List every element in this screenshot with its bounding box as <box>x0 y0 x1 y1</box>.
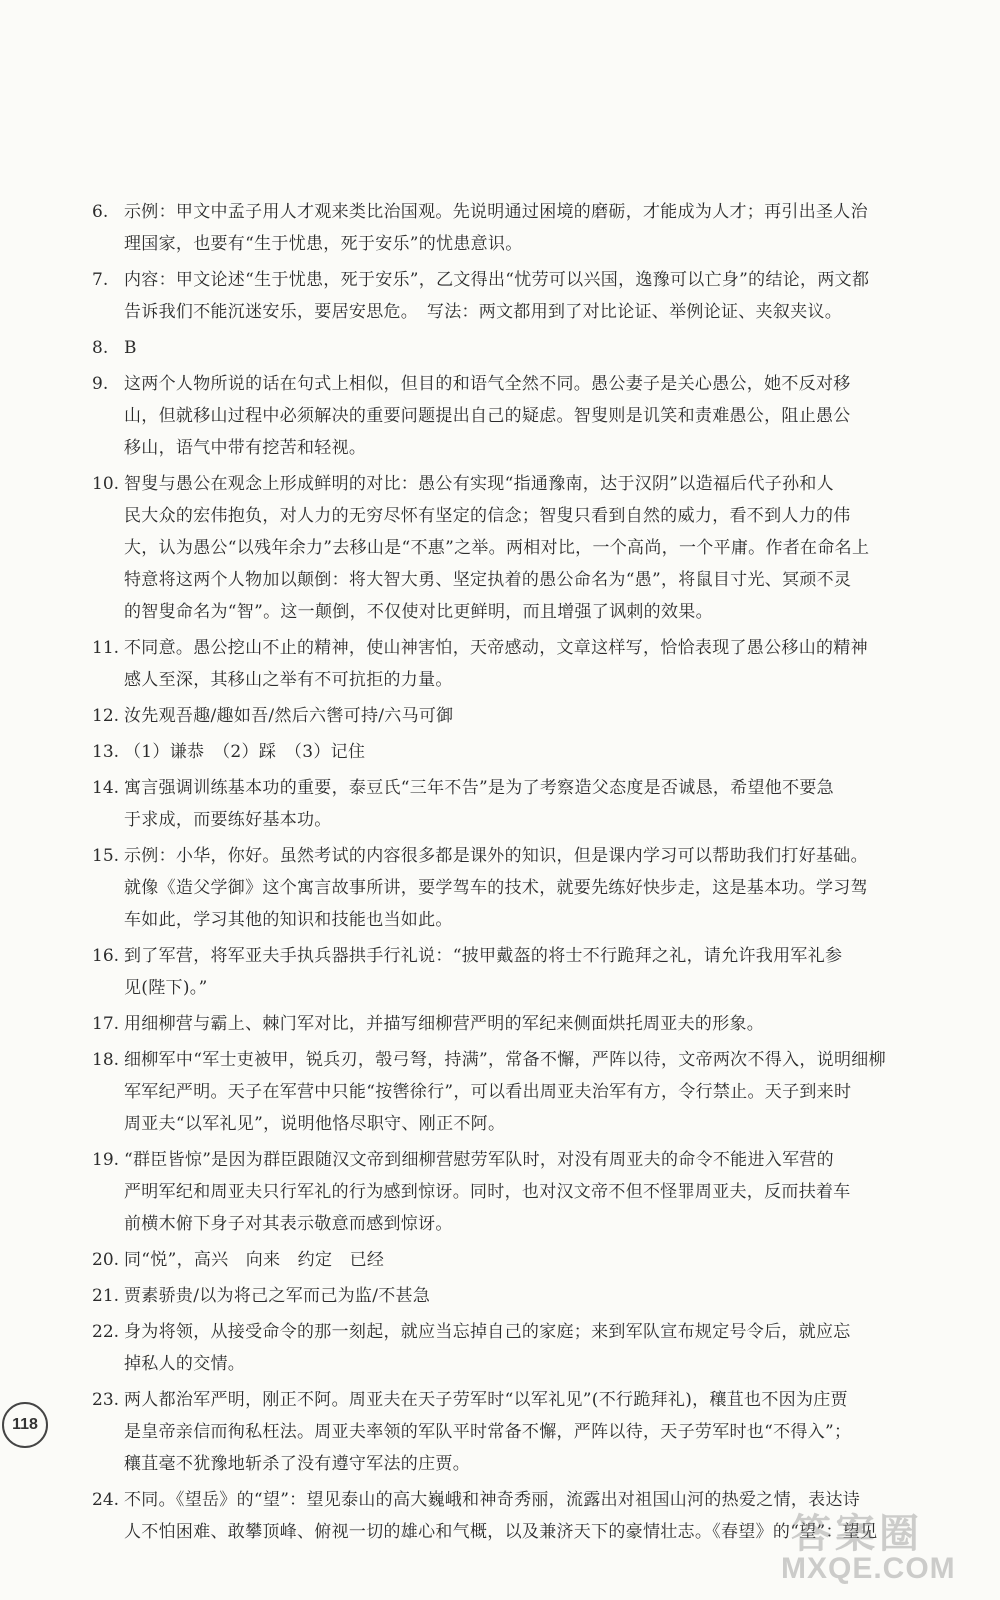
answer-text-line: 身为将领，从接受命令的那一刻起，就应当忘掉自己的家庭；来到军队宣布规定号令后，就应忘 <box>124 1322 851 1342</box>
answer-number: 22. <box>92 1322 120 1342</box>
answer-text-line: 见(陛下)。” <box>124 978 208 998</box>
answer-text-line: 贾素骄贵/以为将己之军而己为监/不甚急 <box>124 1286 431 1306</box>
answer-text-line: 大，认为愚公“以残年余力”去移山是“不惠”之举。两相对比，一个高尚，一个平庸。作者在命名上 <box>124 538 870 558</box>
answer-item <box>92 468 992 628</box>
answer-number: 21. <box>92 1286 120 1306</box>
answer-text-line: 同“悦”，高兴 向来 约定 已经 <box>124 1250 385 1270</box>
answer-text-line: 理国家，也要有“生于忧患，死于安乐”的忧患意识。 <box>124 234 523 254</box>
answer-number: 9. <box>92 374 109 394</box>
answer-text-line: 告诉我们不能沉迷安乐，要居安思危。 写法：两文都用到了对比论证、举例论证、夹叙夹议。 <box>124 302 843 322</box>
answer-item <box>92 772 992 836</box>
answer-text-line: 汝先观吾趣/趣如吾/然后六辔可持/六马可御 <box>124 706 454 726</box>
answer-item <box>92 940 992 1004</box>
answer-text-line: 细柳军中“军士吏被甲，锐兵刃，彀弓弩，持满”，常备不懈，严阵以待，文帝两次不得入，说明细柳 <box>124 1050 886 1070</box>
answer-number: 7. <box>92 270 109 290</box>
answer-text-line: 山，但就移山过程中必须解决的重要问题提出自己的疑虑。智叟则是讥笑和责难愚公，阻止愚公 <box>124 406 851 426</box>
answer-item <box>92 1316 992 1380</box>
answer-item <box>92 736 992 768</box>
answer-text-line: 不同。《望岳》的“望”：望见泰山的高大巍峨和神奇秀丽，流露出对祖国山河的热爱之情，表达诗 <box>124 1490 861 1510</box>
answer-text-line: 智叟与愚公在观念上形成鲜明的对比：愚公有实现“指通豫南，达于汉阴”以造福后代子孙和人 <box>124 474 834 494</box>
answer-text-line: 特意将这两个人物加以颠倒：将大智大勇、坚定执着的愚公命名为“愚”，将鼠目寸光、冥顽不灵 <box>124 570 852 590</box>
answer-text-line: 不同意。愚公挖山不止的精神，使山神害怕，天帝感动，文章这样写，恰恰表现了愚公移山的精神 <box>124 638 868 658</box>
answer-text-line: 于求成，而要练好基本功。 <box>124 810 332 830</box>
answer-text-line: 是皇帝亲信而徇私枉法。周亚夫率领的军队平时常备不懈，严阵以待，天子劳军时也“不得入”； <box>124 1422 852 1442</box>
answer-list <box>92 196 992 1552</box>
answer-text-line: 示例：甲文中孟子用人才观来类比治国观。先说明通过困境的磨砺，才能成为人才；再引出圣人治 <box>124 202 868 222</box>
answer-text-line: 掉私人的交情。 <box>124 1354 246 1374</box>
answer-text-line: 民大众的宏伟抱负，对人力的无穷尽怀有坚定的信念；智叟只看到自然的威力，看不到人力的伟 <box>124 506 851 526</box>
answer-item <box>92 1044 992 1140</box>
page-number: 118 <box>2 1402 48 1448</box>
answer-text-line: 这两个人物所说的话在句式上相似，但目的和语气全然不同。愚公妻子是关心愚公，她不反对移 <box>124 374 851 394</box>
answer-item <box>92 632 992 696</box>
answer-text-line: 移山，语气中带有挖苦和轻视。 <box>124 438 367 458</box>
answer-number: 10. <box>92 474 120 494</box>
answer-text-line: 人不怕困难、敢攀顶峰、俯视一切的雄心和气概，以及兼济天下的豪情壮志。《春望》的“望”：望见 <box>124 1522 878 1542</box>
watermark-logo <box>771 1500 986 1590</box>
answer-text-line: 车如此，学习其他的知识和技能也当如此。 <box>124 910 453 930</box>
answer-text-line: 寓言强调训练基本功的重要，泰豆氏“三年不告”是为了考察造父态度是否诚恳，希望他不要急 <box>124 778 834 798</box>
answer-number: 6. <box>92 202 109 222</box>
answer-number: 12. <box>92 706 120 726</box>
answer-item <box>92 1144 992 1240</box>
answer-number: 24. <box>92 1490 120 1510</box>
answer-text-line: 示例：小华，你好。虽然考试的内容很多都是课外的知识，但是课内学习可以帮助我们打好基础。 <box>124 846 868 866</box>
answer-number: 17. <box>92 1014 120 1034</box>
answer-number: 14. <box>92 778 120 798</box>
watermark-site: MXQE.COM <box>781 1552 956 1585</box>
answer-text-line: 的智叟命名为“智”。这一颠倒，不仅使对比更鲜明，而且增强了讽刺的效果。 <box>124 602 713 622</box>
answer-number: 16. <box>92 946 120 966</box>
answer-item <box>92 196 992 260</box>
answer-text-line: 穰苴毫不犹豫地斩杀了没有遵守军法的庄贾。 <box>124 1454 470 1474</box>
answer-item <box>92 1280 992 1312</box>
answer-item <box>92 700 992 732</box>
answer-item <box>92 1244 992 1276</box>
answer-text-line: 前横木俯下身子对其表示敬意而感到惊讶。 <box>124 1214 453 1234</box>
answer-text-line: 到了军营，将军亚夫手执兵器拱手行礼说：“披甲戴盔的将士不行跪拜之礼，请允许我用军礼参 <box>124 946 843 966</box>
answer-item <box>92 1384 992 1480</box>
answer-text-line: 就像《造父学御》这个寓言故事所讲，要学驾车的技术，就要先练好快步走，这是基本功。学习驾 <box>124 878 868 898</box>
answer-text-line: “群臣皆惊”是因为群臣跟随汉文帝到细柳营慰劳军队时，对没有周亚夫的命令不能进入军营的 <box>124 1150 834 1170</box>
answer-item <box>92 840 992 936</box>
answer-text-line: 严明军纪和周亚夫只行军礼的行为感到惊讶。同时，也对汉文帝不但不怪罪周亚夫，反而扶着车 <box>124 1182 851 1202</box>
answer-item <box>92 332 992 364</box>
answer-text-line: 内容：甲文论述“生于忧患，死于安乐”，乙文得出“忧劳可以兴国，逸豫可以亡身”的结论，两文都 <box>124 270 870 290</box>
answer-number: 18. <box>92 1050 120 1070</box>
answer-number: 23. <box>92 1390 120 1410</box>
answer-number: 13. <box>92 742 120 762</box>
answer-number: 15. <box>92 846 120 866</box>
answer-text-line: （1）谦恭 （2）踩 （3）记住 <box>124 742 366 762</box>
answer-item <box>92 1008 992 1040</box>
answer-item <box>92 368 992 464</box>
answer-number: 11. <box>92 638 120 658</box>
watermark-text: 答案圈 <box>791 1511 923 1557</box>
answer-text-line: 感人至深，其移山之举有不可抗拒的力量。 <box>124 670 453 690</box>
answer-number: 8. <box>92 338 109 358</box>
answer-number: 19. <box>92 1150 120 1170</box>
answer-text-line: B <box>124 338 137 358</box>
answer-text-line: 用细柳营与霸上、棘门军对比，并描写细柳营严明的军纪来侧面烘托周亚夫的形象。 <box>124 1014 765 1034</box>
answer-item <box>92 264 992 328</box>
answer-text-line: 军军纪严明。天子在军营中只能“按辔徐行”，可以看出周亚夫治军有方，令行禁止。天子到来时 <box>124 1082 852 1102</box>
answer-text-line: 周亚夫“以军礼见”，说明他恪尽职守、刚正不阿。 <box>124 1114 506 1134</box>
answer-text-line: 两人都治军严明，刚正不阿。周亚夫在天子劳军时“以军礼见”(不行跪拜礼)，穰苴也不因为庄贾 <box>124 1390 848 1410</box>
answer-number: 20. <box>92 1250 120 1270</box>
